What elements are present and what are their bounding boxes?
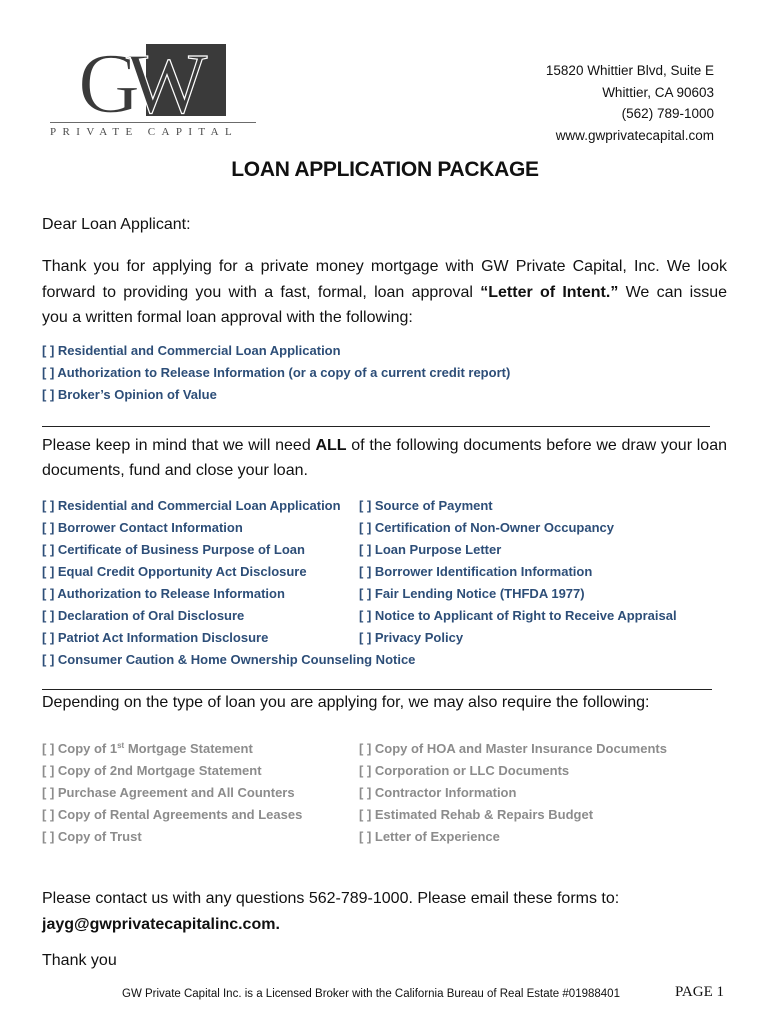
checklist-item[interactable]: [ ] Letter of Experience xyxy=(359,829,500,844)
checklist-item[interactable]: [ ] Patriot Act Information Disclosure xyxy=(42,630,269,645)
page-number: PAGE 1 xyxy=(674,984,724,1000)
closing: Thank you xyxy=(42,952,117,969)
checklist-item[interactable]: [ ] Authorization to Release Information xyxy=(42,586,285,601)
optional-checklist-left xyxy=(42,738,302,848)
checklist-item[interactable]: [ ] Copy of HOA and Master Insurance Documents xyxy=(359,741,667,756)
checklist-item-text-end: Mortgage Statement xyxy=(124,741,253,756)
checklist-item[interactable]: [ ] Certification of Non-Owner Occupancy xyxy=(359,520,614,535)
address-city: Whittier, CA 90603 xyxy=(602,84,714,100)
checklist-item[interactable]: [ ] Loan Purpose Letter xyxy=(359,542,502,557)
checklist-item[interactable]: [ ] Notice to Applicant of Right to Receive Appraisal xyxy=(359,608,677,623)
checklist-item[interactable]: [ ] Copy of 2nd Mortgage Statement xyxy=(42,763,262,778)
checklist-item[interactable]: [ ] Privacy Policy xyxy=(359,630,464,645)
intro-line-2 xyxy=(42,280,727,306)
footer-license: GW Private Capital Inc. is a Licensed Broker with the California Bureau of Real Estate #01988401 xyxy=(122,988,620,1000)
checklist-item[interactable]: [ ] Borrower Identification Information xyxy=(359,564,593,579)
checklist-item[interactable]: [ ] Source of Payment xyxy=(359,498,493,513)
checklist-item[interactable]: [ ] Corporation or LLC Documents xyxy=(359,763,570,778)
checklist-item[interactable]: [ ] Equal Credit Opportunity Act Disclosure xyxy=(42,564,307,579)
checklist-item[interactable]: [ ] Copy of Rental Agreements and Leases xyxy=(42,807,303,822)
required-intro-all: ALL xyxy=(315,437,347,454)
checklist-item[interactable]: [ ] Broker’s Opinion of Value xyxy=(42,387,217,402)
logo-mark xyxy=(46,42,258,122)
section-divider xyxy=(42,689,712,690)
checklist-item[interactable]: [ ] Estimated Rehab & Repairs Budget xyxy=(359,807,594,822)
checklist-item[interactable]: [ ] Residential and Commercial Loan Application xyxy=(42,498,341,513)
checklist-item[interactable]: [ ] Consumer Caution & Home Ownership Counseling Notice xyxy=(42,652,416,667)
optional-checklist-right xyxy=(359,738,667,848)
intro-line-1: Thank you for applying for a private money mortgage with GW Private Capital, Inc. We look xyxy=(42,258,727,275)
required-intro-text-end: of the following documents before we draw your loan documents, fund and close your loan. xyxy=(42,437,728,479)
required-docs-intro xyxy=(42,433,727,483)
logo-divider xyxy=(50,122,256,123)
contact-paragraph xyxy=(42,886,727,938)
checklist-item[interactable]: [ ] Certificate of Business Purpose of Loan xyxy=(42,542,305,557)
optional-docs-intro: Depending on the type of loan you are applying for, we may also require the following: xyxy=(42,694,650,711)
checklist-item[interactable]: [ ] Fair Lending Notice (THFDA 1977) xyxy=(359,586,585,601)
address-website: www.gwprivatecapital.com xyxy=(555,127,714,143)
checklist-item[interactable]: [ ] Residential and Commercial Loan Application xyxy=(42,343,341,358)
company-logo xyxy=(46,42,258,142)
logo-text: GW xyxy=(78,42,194,122)
checklist-item[interactable]: [ ] Borrower Contact Information xyxy=(42,520,243,535)
checklist-item[interactable]: [ ] Authorization to Release Information (or a copy of a current credit report) xyxy=(42,365,511,380)
intro-line-2-text: forward to providing you with a fast, formal, loan approval xyxy=(42,283,481,301)
checklist-item[interactable]: [ ] Contractor Information xyxy=(359,785,517,800)
checklist-item[interactable]: [ ] Copy of Trust xyxy=(42,829,142,844)
ordinal-suffix: st xyxy=(117,741,125,750)
checklist-item[interactable]: [ ] Declaration of Oral Disclosure xyxy=(42,608,245,623)
letter-of-intent: “Letter of Intent.” xyxy=(480,283,619,301)
intro-line-2-end: We can issue xyxy=(618,283,727,301)
required-intro-text: Please keep in mind that we will need xyxy=(42,437,316,454)
greeting: Dear Loan Applicant: xyxy=(42,216,191,233)
approval-checklist xyxy=(42,340,510,406)
checklist-item[interactable] xyxy=(42,738,302,760)
address-street: 15820 Whittier Blvd, Suite E xyxy=(545,63,714,78)
company-address xyxy=(546,60,714,146)
required-checklist-right xyxy=(359,495,677,649)
logo-subtitle: PRIVATE CAPITAL xyxy=(50,126,239,138)
checklist-item-text: [ ] Copy of 1 xyxy=(42,741,118,756)
page-title: LOAN APPLICATION PACKAGE xyxy=(231,158,539,181)
contact-email[interactable]: jayg@gwprivatecapitalinc.com. xyxy=(42,916,280,933)
section-divider xyxy=(42,426,710,427)
address-phone: (562) 789-1000 xyxy=(621,106,714,121)
intro-paragraph xyxy=(42,254,727,331)
checklist-item[interactable]: [ ] Purchase Agreement and All Counters xyxy=(42,785,295,800)
intro-line-3: you a written formal loan approval with the following: xyxy=(42,309,413,326)
contact-text: Please contact us with any questions 562-789-1000. Please email these forms to: xyxy=(42,890,620,907)
